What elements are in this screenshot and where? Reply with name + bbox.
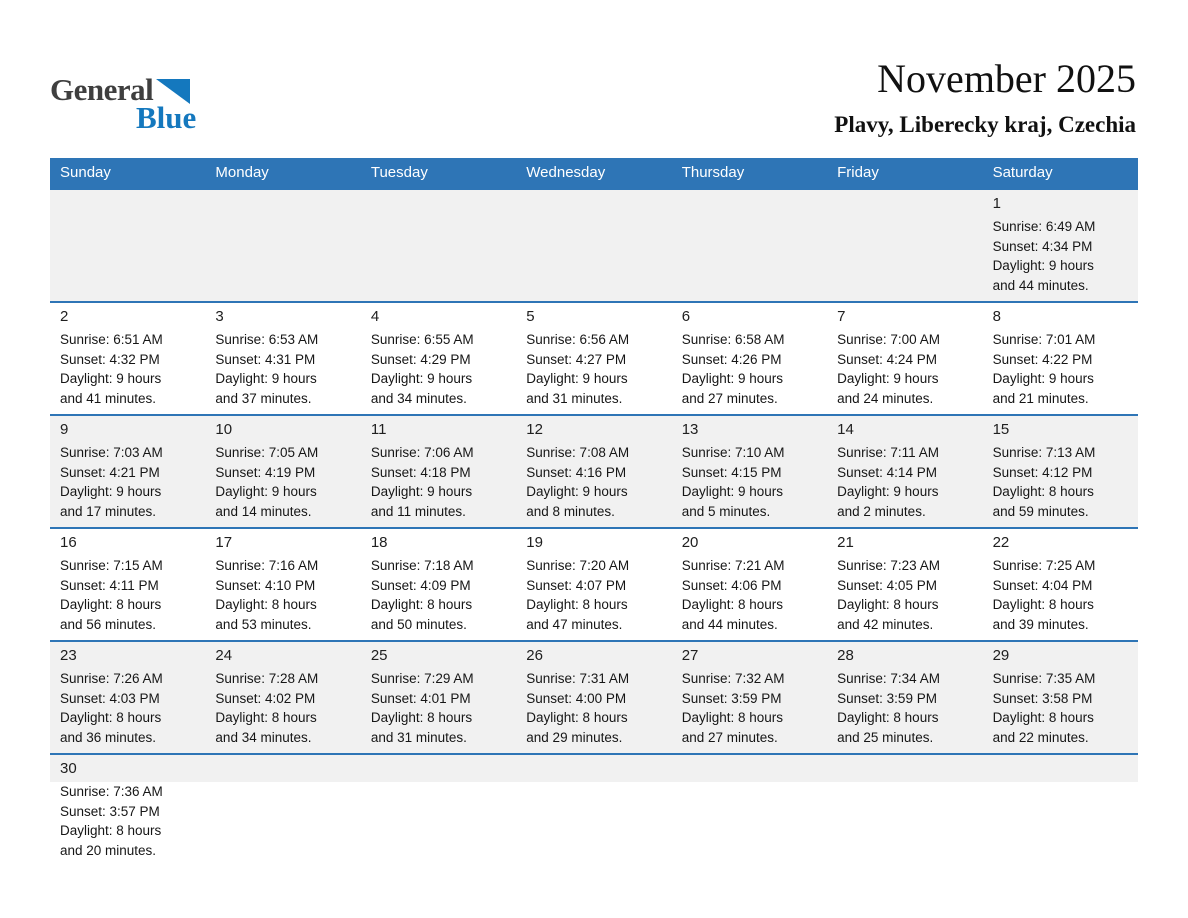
week-row <box>50 414 1138 527</box>
day-number: 20 <box>681 534 699 551</box>
empty-day-cell <box>361 190 516 301</box>
sunrise-line: Sunrise: 6:53 AM <box>215 332 319 347</box>
day-number: 25 <box>370 647 388 664</box>
daylight-line-1: Daylight: 8 hours <box>60 823 162 838</box>
sunrise-line: Sunrise: 7:01 AM <box>992 332 1096 347</box>
daylight-line-2: and 17 minutes. <box>60 503 157 519</box>
day-cell <box>983 303 1138 414</box>
sunset-line: Sunset: 4:01 PM <box>370 690 471 706</box>
sunset-line: Sunset: 4:00 PM <box>526 690 627 706</box>
daylight-line-1: Daylight: 9 hours <box>526 371 628 386</box>
day-number: 8 <box>992 308 1001 325</box>
sunset-line: Sunset: 4:26 PM <box>681 351 782 367</box>
sunrise-line: Sunrise: 7:16 AM <box>215 558 319 573</box>
week-row <box>50 301 1138 414</box>
sunrise-line: Sunrise: 7:18 AM <box>370 558 474 573</box>
day-number: 24 <box>215 647 233 664</box>
day-cell <box>827 416 982 527</box>
sunset-line: Sunset: 4:12 PM <box>992 464 1093 480</box>
sunset-line: Sunset: 4:05 PM <box>837 577 937 593</box>
day-cell <box>983 416 1138 527</box>
day-number: 5 <box>526 308 535 325</box>
daylight-line-1: Daylight: 9 hours <box>215 484 317 499</box>
daylight-line-1: Daylight: 9 hours <box>837 484 939 499</box>
daylight-line-2: and 56 minutes. <box>60 616 157 632</box>
logo-text-blue: Blue <box>136 100 197 135</box>
day-cell <box>361 416 516 527</box>
sunset-line: Sunset: 4:24 PM <box>837 351 937 367</box>
sunset-line: Sunset: 4:29 PM <box>370 351 471 367</box>
sunset-line: Sunset: 3:57 PM <box>60 803 160 819</box>
daylight-line-1: Daylight: 9 hours <box>681 484 784 499</box>
calendar <box>50 158 1138 866</box>
daylight-line-2: and 39 minutes. <box>992 616 1089 632</box>
day-number: 19 <box>526 534 543 551</box>
weekday-header-thursday: Thursday <box>681 164 745 181</box>
daylight-line-1: Daylight: 8 hours <box>992 710 1094 725</box>
day-cell <box>672 642 827 753</box>
sunrise-line: Sunrise: 7:00 AM <box>837 332 940 347</box>
empty-day-cell <box>827 755 982 866</box>
sunrise-line: Sunrise: 6:49 AM <box>992 219 1096 234</box>
sunrise-line: Sunrise: 7:10 AM <box>681 445 785 460</box>
day-number: 6 <box>681 308 691 325</box>
daylight-line-1: Daylight: 8 hours <box>992 597 1094 612</box>
daylight-line-2: and 44 minutes. <box>681 616 778 632</box>
sunset-line: Sunset: 4:15 PM <box>681 464 782 480</box>
daylight-line-2: and 29 minutes. <box>526 729 623 745</box>
daylight-line-1: Daylight: 9 hours <box>60 371 162 386</box>
sunset-line: Sunset: 4:22 PM <box>992 351 1093 367</box>
day-number: 2 <box>60 308 69 325</box>
empty-day-cell <box>516 190 671 301</box>
daylight-line-2: and 25 minutes. <box>837 729 934 745</box>
daylight-line-2: and 11 minutes. <box>370 503 466 519</box>
daylight-line-2: and 24 minutes. <box>837 390 934 406</box>
day-cell <box>50 642 205 753</box>
day-cell <box>827 642 982 753</box>
empty-day-cell <box>205 755 360 866</box>
daylight-line-2: and 22 minutes. <box>992 729 1089 745</box>
daylight-line-1: Daylight: 9 hours <box>837 371 939 386</box>
weekday-header-wednesday: Wednesday <box>526 164 606 181</box>
day-cell <box>361 529 516 640</box>
weekday-header-friday: Friday <box>837 164 879 181</box>
weekday-header-sunday: Sunday <box>60 164 111 181</box>
page-title: November 2025 <box>877 56 1136 101</box>
empty-day-cell <box>361 755 516 866</box>
daylight-line-1: Daylight: 8 hours <box>526 597 628 612</box>
daylight-line-1: Daylight: 8 hours <box>526 710 628 725</box>
sunset-line: Sunset: 4:32 PM <box>60 351 160 367</box>
daylight-line-2: and 5 minutes. <box>681 503 771 519</box>
day-number: 16 <box>60 534 77 551</box>
daylight-line-2: and 37 minutes. <box>215 390 312 406</box>
daylight-line-2: and 59 minutes. <box>992 503 1089 519</box>
day-cell <box>50 755 205 866</box>
week-row <box>50 188 1138 301</box>
sunrise-line: Sunrise: 7:26 AM <box>60 671 163 686</box>
day-number: 11 <box>370 421 387 438</box>
calendar-weeks <box>50 188 1138 866</box>
week-row <box>50 640 1138 753</box>
empty-day-cell <box>50 190 205 301</box>
daylight-line-1: Daylight: 8 hours <box>837 597 939 612</box>
sunrise-line: Sunrise: 7:25 AM <box>992 558 1096 573</box>
daylight-line-2: and 31 minutes. <box>526 390 623 406</box>
day-cell <box>516 529 671 640</box>
day-number: 26 <box>526 647 543 664</box>
daylight-line-1: Daylight: 8 hours <box>370 597 473 612</box>
daylight-line-2: and 14 minutes. <box>215 503 312 519</box>
sunrise-line: Sunrise: 6:58 AM <box>681 332 785 347</box>
empty-day-cell <box>205 190 360 301</box>
day-cell <box>983 529 1138 640</box>
day-number: 17 <box>215 534 233 551</box>
sunset-line: Sunset: 4:14 PM <box>837 464 937 480</box>
sunset-line: Sunset: 4:04 PM <box>992 577 1093 593</box>
sunrise-line: Sunrise: 7:08 AM <box>526 445 630 460</box>
day-cell <box>361 642 516 753</box>
sunrise-line: Sunrise: 7:05 AM <box>215 445 319 460</box>
day-number: 30 <box>60 760 77 777</box>
day-cell <box>205 416 360 527</box>
daylight-line-1: Daylight: 9 hours <box>681 371 784 386</box>
day-number: 3 <box>215 308 224 325</box>
day-cell <box>205 642 360 753</box>
sunrise-line: Sunrise: 7:32 AM <box>681 671 785 686</box>
empty-day-cell <box>827 190 982 301</box>
weekday-header-monday: Monday <box>215 164 269 181</box>
sunrise-line: Sunrise: 7:29 AM <box>370 671 474 686</box>
title-block <box>834 56 1136 138</box>
day-number: 9 <box>60 421 69 438</box>
sunset-line: Sunset: 3:59 PM <box>681 690 782 706</box>
day-cell <box>50 416 205 527</box>
sunset-line: Sunset: 4:07 PM <box>526 577 627 593</box>
sunset-line: Sunset: 4:03 PM <box>60 690 160 706</box>
sunset-line: Sunset: 3:58 PM <box>992 690 1093 706</box>
daylight-line-2: and 36 minutes. <box>60 729 157 745</box>
weekday-header-tuesday: Tuesday <box>370 164 428 181</box>
daylight-line-2: and 31 minutes. <box>370 729 467 745</box>
day-number: 29 <box>992 647 1010 664</box>
day-number: 14 <box>837 421 854 438</box>
sunset-line: Sunset: 4:21 PM <box>60 464 160 480</box>
sunrise-line: Sunrise: 7:31 AM <box>526 671 630 686</box>
day-number: 28 <box>837 647 854 664</box>
daylight-line-1: Daylight: 8 hours <box>60 710 162 725</box>
day-number: 10 <box>215 421 233 438</box>
empty-day-cell <box>983 755 1138 866</box>
day-cell <box>50 529 205 640</box>
sunrise-line: Sunrise: 7:34 AM <box>837 671 940 686</box>
daylight-line-1: Daylight: 9 hours <box>370 371 473 386</box>
daylight-line-1: Daylight: 8 hours <box>992 484 1094 499</box>
day-cell <box>516 416 671 527</box>
daylight-line-2: and 34 minutes. <box>370 390 467 406</box>
weekday-header-saturday: Saturday <box>992 164 1053 181</box>
day-number: 23 <box>60 647 77 664</box>
day-number: 4 <box>370 308 380 325</box>
sunset-line: Sunset: 4:09 PM <box>370 577 471 593</box>
daylight-line-1: Daylight: 8 hours <box>60 597 162 612</box>
daylight-line-2: and 53 minutes. <box>215 616 312 632</box>
day-cell <box>827 529 982 640</box>
daylight-line-2: and 34 minutes. <box>215 729 312 745</box>
daylight-line-2: and 20 minutes. <box>60 842 157 858</box>
empty-day-cell <box>516 755 671 866</box>
sunrise-line: Sunrise: 6:51 AM <box>60 332 163 347</box>
sunrise-line: Sunrise: 7:28 AM <box>215 671 319 686</box>
daylight-line-1: Daylight: 9 hours <box>992 258 1094 273</box>
sunset-line: Sunset: 4:34 PM <box>992 238 1093 254</box>
daylight-line-2: and 8 minutes. <box>526 503 615 519</box>
sunset-line: Sunset: 4:02 PM <box>215 690 316 706</box>
sunrise-line: Sunrise: 7:20 AM <box>526 558 630 573</box>
day-cell <box>361 303 516 414</box>
sunset-line: Sunset: 4:11 PM <box>60 577 159 593</box>
daylight-line-1: Daylight: 9 hours <box>992 371 1094 386</box>
daylight-line-2: and 27 minutes. <box>681 729 778 745</box>
logo-text-general: General <box>50 72 154 107</box>
sunrise-line: Sunrise: 7:03 AM <box>60 445 163 460</box>
day-cell <box>205 303 360 414</box>
daylight-line-2: and 44 minutes. <box>992 277 1089 293</box>
day-cell <box>516 303 671 414</box>
sunrise-line: Sunrise: 7:36 AM <box>60 784 163 799</box>
daylight-line-1: Daylight: 8 hours <box>837 710 939 725</box>
daylight-line-2: and 2 minutes. <box>837 503 926 519</box>
location-subtitle: Plavy, Liberecky kraj, Czechia <box>834 112 1136 137</box>
day-cell <box>516 642 671 753</box>
daylight-line-1: Daylight: 9 hours <box>215 371 317 386</box>
daylight-line-1: Daylight: 8 hours <box>215 710 317 725</box>
sunrise-line: Sunrise: 7:35 AM <box>992 671 1096 686</box>
daylight-line-1: Daylight: 9 hours <box>60 484 162 499</box>
day-number: 22 <box>992 534 1010 551</box>
sunrise-line: Sunrise: 7:11 AM <box>837 445 939 460</box>
sunset-line: Sunset: 4:19 PM <box>215 464 316 480</box>
daylight-line-1: Daylight: 9 hours <box>370 484 473 499</box>
sunset-line: Sunset: 4:31 PM <box>215 351 316 367</box>
empty-day-cell <box>672 190 827 301</box>
daylight-line-2: and 42 minutes. <box>837 616 934 632</box>
day-number: 12 <box>526 421 543 438</box>
sunrise-line: Sunrise: 7:15 AM <box>60 558 163 573</box>
day-number: 18 <box>370 534 388 551</box>
day-number: 21 <box>837 534 854 551</box>
daylight-line-1: Daylight: 8 hours <box>215 597 317 612</box>
daylight-line-1: Daylight: 8 hours <box>681 597 784 612</box>
sunrise-line: Sunrise: 6:56 AM <box>526 332 630 347</box>
general-blue-logo <box>50 72 197 135</box>
weekday-header-row <box>50 158 1138 188</box>
week-row <box>50 527 1138 640</box>
day-cell <box>672 303 827 414</box>
daylight-line-2: and 50 minutes. <box>370 616 467 632</box>
day-cell <box>983 642 1138 753</box>
daylight-line-2: and 41 minutes. <box>60 390 157 406</box>
sunrise-line: Sunrise: 6:55 AM <box>370 332 474 347</box>
sunrise-line: Sunrise: 7:23 AM <box>837 558 940 573</box>
day-cell <box>672 416 827 527</box>
day-cell <box>672 529 827 640</box>
sunset-line: Sunset: 3:59 PM <box>837 690 937 706</box>
daylight-line-1: Daylight: 8 hours <box>370 710 473 725</box>
sunset-line: Sunset: 4:06 PM <box>681 577 782 593</box>
sunrise-line: Sunrise: 7:13 AM <box>992 445 1096 460</box>
sunrise-line: Sunrise: 7:21 AM <box>681 558 785 573</box>
day-number: 15 <box>992 421 1010 438</box>
sunset-line: Sunset: 4:10 PM <box>215 577 316 593</box>
daylight-line-2: and 47 minutes. <box>526 616 623 632</box>
sunset-line: Sunset: 4:16 PM <box>526 464 627 480</box>
sunset-line: Sunset: 4:27 PM <box>526 351 627 367</box>
empty-day-cell <box>672 755 827 866</box>
day-cell <box>205 529 360 640</box>
sunset-line: Sunset: 4:18 PM <box>370 464 471 480</box>
day-number: 7 <box>837 308 846 325</box>
day-number: 1 <box>992 195 1001 212</box>
day-cell <box>827 303 982 414</box>
day-number: 13 <box>681 421 699 438</box>
daylight-line-2: and 27 minutes. <box>681 390 778 406</box>
daylight-line-1: Daylight: 9 hours <box>526 484 628 499</box>
day-number: 27 <box>681 647 699 664</box>
week-row <box>50 753 1138 866</box>
daylight-line-2: and 21 minutes. <box>992 390 1089 406</box>
sunrise-line: Sunrise: 7:06 AM <box>370 445 474 460</box>
day-cell <box>50 303 205 414</box>
daylight-line-1: Daylight: 8 hours <box>681 710 784 725</box>
day-cell <box>983 190 1138 301</box>
